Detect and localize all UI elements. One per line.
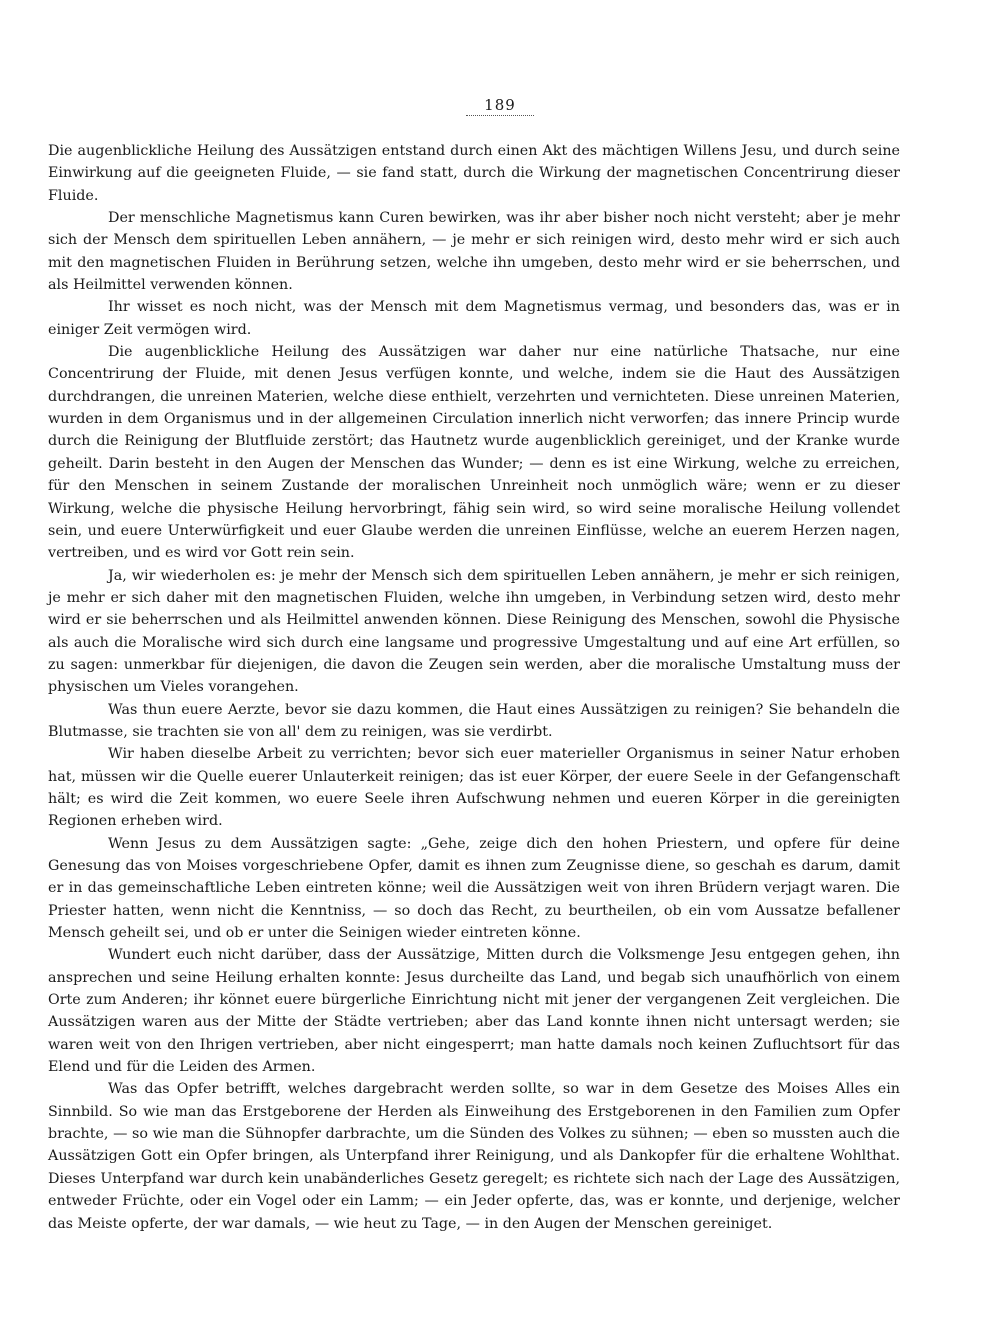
paragraph-2: Der menschliche Magnetismus kann Curen bewirken, was ihr aber bisher noch nicht versteht; aber je mehr sich der Mensch dem spirituellen Leben annähern, — je mehr er sich reinigen wird, desto mehr wird er sich auch mit den magnetischen Fluiden in Berührung setzen, welche ihn umgeben, desto mehr wird er sie beherrschen, und als Heilmittel verwenden können.: [48, 210, 900, 294]
paragraph-3: Ihr wisset es noch nicht, was der Mensch mit dem Magnetismus vermag, und besonders das, was er in einiger Zeit vermögen wird.: [48, 299, 900, 338]
paragraph-1: Die augenblickliche Heilung des Aussätzigen entstand durch einen Akt des mächtigen Willens Jesu, und durch seine Einwirkung auf die geeigneten Fluide, — sie fand statt, durch die Wirkung der magnetischen Concentrirung dieser Fluide.: [48, 143, 900, 204]
body-text: [48, 140, 900, 1235]
paragraph-9: Wundert euch nicht darüber, dass der Aussätzige, Mitten durch die Volksmenge Jesu entgegen gehen, ihn ansprechen und seine Heilung erhalten konnte: Jesus durcheilte das Land, und begab sich unaufhörlich von einem Orte zum Anderen; ihr könnet euere bürgerliche Einrichtung nicht mit jener der vergangenen Zeit vergleichen. Die Aussätzigen waren aus der Mitte der Städte vertrieben; aber das Land konnte ihnen nicht untersagt werden; sie waren weit von den Ihrigen vertrieben, aber nicht eingesperrt; man hatte damals noch keinen Zufluchtsort für das Elend und für die Leiden des Armen.: [48, 947, 900, 1076]
paragraph-5: Ja, wir wiederholen es: je mehr der Mensch sich dem spirituellen Leben annähern, je mehr er sich reinigen, je mehr er sich daher mit den magnetischen Fluiden, welche ihn umgeben, in Verbindung setzen wird, desto mehr wird er sie beherrschen und als Heilmittel anwenden können. Diese Reinigung des Menschen, sowohl die Physische als auch die Moralische wird sich durch eine langsame und progressive Umgestaltung und auf eine Art erfüllen, so zu sagen: unmerkbar für diejenigen, die davon die Zeugen sein werden, aber die moralische Umstaltung muss der physischen um Vieles vorangehen.: [48, 567, 900, 696]
page-number: 189: [0, 96, 1000, 114]
paragraph-4: Die augenblickliche Heilung des Aussätzigen war daher nur eine natürliche Thatsache, nur eine Concentrirung der Fluide, mit denen Jesus verfügen konnte, und welche, indem sie die Haut des Aussätzigen durchdrangen, die unreinen Materien, welche diese enthielt, verzehrten und vernichteten. Diese unreinen Materien, wurden in dem Organismus und in der allgemeinen Circulation innerlich nicht verworfen; das innere Princip wurde durch die Reinigung der Blutfluide zerstört; das Hautnetz wurde augenblicklich gereiniget, und der Kranke wurde geheilt. Darin besteht in den Augen der Menschen das Wunder; — denn es ist eine Wirkung, welche zu erreichen, für den Menschen in seinem Zustande der moralischen Unreinheit noch unmöglich wäre; wenn er zu dieser Wirkung, welche die physische Heilung hervorbringt, fähig sein wird, so wird seine moralische Heilung vollendet sein, und euere Unterwürfigkeit und euer Glaube werden die unreinen Einflüsse, welche an euerem Herzen nagen, vertreiben, und es wird vor Gott rein sein.: [48, 344, 900, 562]
paragraph-7: Wir haben dieselbe Arbeit zu verrichten; bevor sich euer materieller Organismus in seiner Natur erhoben hat, müssen wir die Quelle euerer Unlauterkeit reinigen; das ist euer Körper, der euere Seele in der Gefangenschaft hält; es wird die Zeit kommen, wo euere Seele ihren Aufschwung nehmen und eueren Körper in die gereinigten Regionen erheben wird.: [48, 746, 900, 830]
paragraph-6: Was thun euere Aerzte, bevor sie dazu kommen, die Haut eines Aussätzigen zu reinigen? Sie behandeln die Blutmasse, sie trachten sie von all' dem zu reinigen, was sie verdirbt.: [48, 701, 900, 740]
paragraph-10: Was das Opfer betrifft, welches dargebracht werden sollte, so war in dem Gesetze des Moises Alles ein Sinnbild. So wie man das Erstgeborene der Herden als Einweihung des Erstgeborenen in den Familien zum Opfer brachte, — so wie man die Sühnopfer darbrachte, um die Sünden des Volkes zu sühnen; — eben so mussten auch die Aussätzigen Gott ein Opfer bringen, als Unterpfand ihrer Reinigung, und als Dankopfer für die erhaltene Wohlthat. Dieses Unterpfand war durch kein unabänderliches Gesetz geregelt; es richtete sich nach der Lage des Aussätzigen, entweder Früchte, oder ein Vogel oder ein Lamm; — ein Jeder opferte, das, was er konnte, und derjenige, welcher das Meiste opferte, der war damals, — wie heut zu Tage, — in den Augen der Menschen gereiniget.: [48, 1081, 900, 1232]
paragraph-8: Wenn Jesus zu dem Aussätzigen sagte: „Gehe, zeige dich den hohen Priestern, und opfere für deine Genesung das von Moises vorgeschriebene Opfer, damit es ihnen zum Zeugnisse diene, so geschah es darum, damit er in das gemeinschaftliche Leben eintreten könne; weil die Aussätzigen weit von ihren Brüdern verjagt waren. Die Priester hatten, wenn nicht die Kenntniss, — so doch das Recht, zu beurtheilen, ob ein vom Aussatze befallener Mensch geheilt sei, und ob er unter die Seinigen wieder eintreten könne.: [48, 835, 900, 942]
